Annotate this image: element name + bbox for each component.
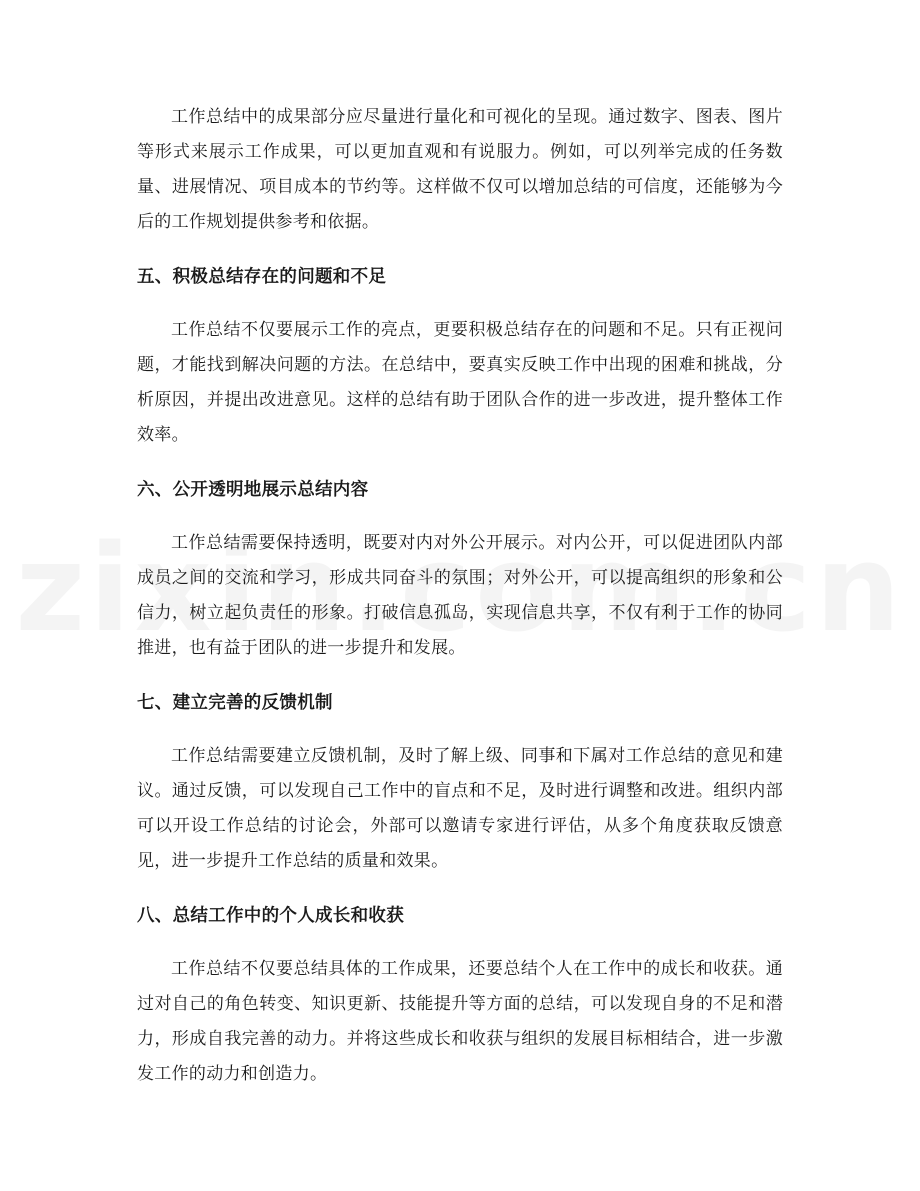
document-body xyxy=(137,100,783,1092)
heading-section-7: 七、建立完善的反馈机制 xyxy=(137,693,333,713)
paragraph-section-6: 工作总结需要保持透明，既要对内对外公开展示。对内公开，可以促进团队内部成员之间的交流和学习，形成共同奋斗的氛围；对外公开，可以提高组织的形象和公信力，树立起负责任的形象。打破信息孤岛，实现信息共享，不仅有利于工作的协同推进，也有益于团队的进一步提升和发展。 xyxy=(137,533,783,658)
paragraph-results: 工作总结中的成果部分应尽量进行量化和可视化的呈现。通过数字、图表、图片等形式来展示工作成果，可以更加直观和有说服力。例如，可以列举完成的任务数量、进展情况、项目成本的节约等。这样做不仅可以增加总结的可信度，还能够为今后的工作规划提供参考和依据。 xyxy=(137,107,783,232)
paragraph-section-7: 工作总结需要建立反馈机制，及时了解上级、同事和下属对工作总结的意见和建议。通过反馈，可以发现自己工作中的盲点和不足，及时进行调整和改进。组织内部可以开设工作总结的讨论会，外部可以邀请专家进行评估，从多个角度获取反馈意见，进一步提升工作总结的质量和效果。 xyxy=(137,746,783,871)
heading-section-6: 六、公开透明地展示总结内容 xyxy=(137,480,369,500)
paragraph-section-5: 工作总结不仅要展示工作的亮点，更要积极总结存在的问题和不足。只有正视问题，才能找到解决问题的方法。在总结中，要真实反映工作中出现的困难和挑战，分析原因，并提出改进意见。这样的总结有助于团队合作的进一步改进，提升整体工作效率。 xyxy=(137,320,783,445)
heading-section-8: 八、总结工作中的个人成长和收获 xyxy=(137,906,404,926)
paragraph-section-8: 工作总结不仅要总结具体的工作成果，还要总结个人在工作中的成长和收获。通过对自己的角色转变、知识更新、技能提升等方面的总结，可以发现自身的不足和潜力，形成自我完善的动力。并将这些成长和收获与组织的发展目标相结合，进一步激发工作的动力和创造力。 xyxy=(137,959,783,1084)
heading-section-5: 五、积极总结存在的问题和不足 xyxy=(137,267,387,287)
